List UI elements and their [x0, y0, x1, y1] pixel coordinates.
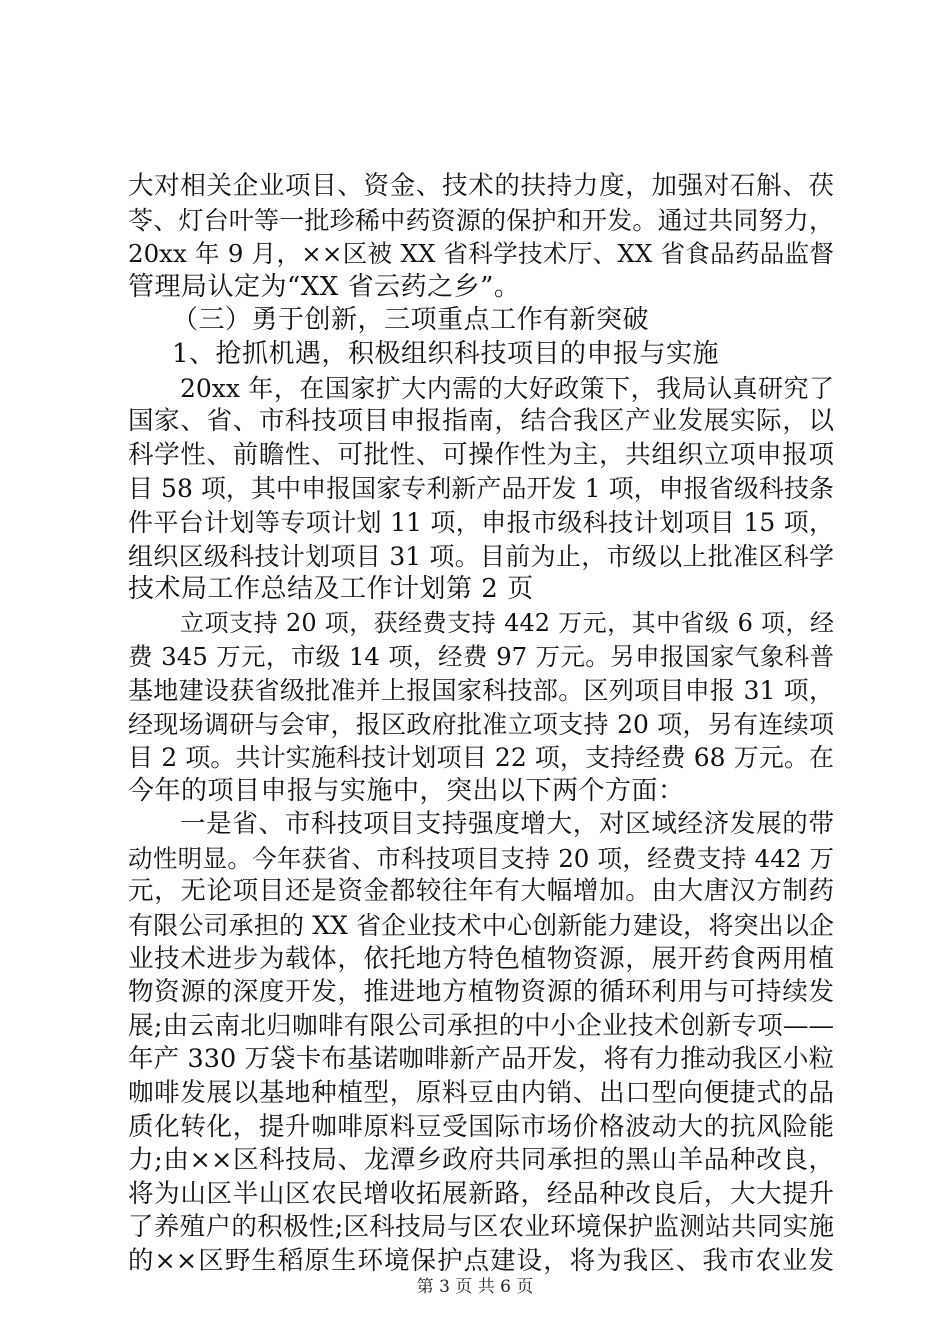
text-line: 大对相关企业项目、资金、技术的扶持力度，加强对石斛、茯 — [128, 171, 834, 201]
text-line: 有限公司承担的 XX 省企业技术中心创新能力建设，将突出以企 — [128, 911, 834, 941]
text-line: 物资源的深度开发，推进地方植物资源的循环利用与可持续发 — [128, 977, 834, 1008]
text-line: 展;由云南北归咖啡有限公司承担的中小企业技术创新专项—— — [128, 1010, 834, 1041]
text-line: 今年的项目申报与实施中，突出以下两个方面： — [128, 775, 685, 806]
section-heading: （三）勇于创新，三项重点工作有新突破 — [172, 305, 650, 336]
text-line: 元，无论项目还是资金都较往年有大幅增加。由大唐汉方制药 — [128, 876, 834, 907]
text-line: 20xx 年 9 月，××区被 XX 省科学技术厅、XX 省食品药品监督 — [128, 239, 834, 269]
text-line: 一是省、市科技项目支持强度增大，对区域经济发展的带 — [180, 809, 834, 840]
text-line: 目 58 项，其中申报国家专利新产品开发 1 项，申报省级科技条 — [128, 474, 834, 504]
text-line: 苓、灯台叶等一批珍稀中药资源的保护和开发。通过共同努力， — [128, 205, 834, 235]
text-line: 目 2 项。共计实施科技计划项目 22 项，支持经费 68 万元。在 — [128, 743, 834, 773]
text-line: 管理局认定为“XX 省云药之乡”。 — [128, 271, 521, 302]
subsection-heading: 1、抢抓机遇，积极组织科技项目的申报与实施 — [172, 338, 720, 369]
text-line: 费 345 万元，市级 14 项，经费 97 万元。另申报国家气象科普 — [128, 642, 834, 672]
text-line: 件平台计划等专项计划 11 项，申报市级科技计划项目 15 项， — [128, 507, 834, 537]
page-footer — [0, 1272, 950, 1297]
text-line: 技术局工作总结及工作计划第 2 页 — [128, 574, 534, 605]
text-line: 咖啡发展以基地种植型，原料豆由内销、出口型向便捷式的品 — [128, 1078, 834, 1109]
text-line: 20xx 年，在国家扩大内需的大好政策下，我局认真研究了 — [180, 373, 834, 403]
text-line: 经现场调研与会审，报区政府批准立项支持 20 项，另有连续项 — [128, 709, 834, 739]
text-line: 将为山区半山区农民增收拓展新路，经品种改良后，大大提升 — [128, 1178, 834, 1209]
page-number-label: 第 3 页 共 6 页 — [416, 1277, 534, 1297]
document-body — [128, 170, 834, 1279]
text-line: 基地建设获省级批准并上报国家科技部。区列项目申报 31 项， — [128, 675, 834, 705]
text-line: 力;由××区科技局、龙潭乡政府共同承担的黑山羊品种改良， — [128, 1145, 834, 1176]
text-line: 质化转化，提升咖啡原料豆受国际市场价格波动大的抗风险能 — [128, 1111, 834, 1142]
text-line: 年产 330 万袋卡布基诺咖啡新产品开发，将有力推动我区小粒 — [128, 1044, 834, 1075]
text-line: 业技术进步为载体，依托地方特色植物资源，展开药食两用植 — [128, 943, 834, 974]
text-line: 立项支持 20 项，获经费支持 442 万元，其中省级 6 项，经 — [180, 608, 834, 637]
text-line: 科学性、前瞻性、可批性、可操作性为主，共组织立项申报项 — [128, 439, 834, 470]
text-line: 的××区野生稻原生环境保护点建设，将为我区、我市农业发 — [128, 1246, 834, 1276]
text-line: 动性明显。今年获省、市科技项目支持 20 项，经费支持 442 万 — [128, 843, 834, 873]
text-line: 国家、省、市科技项目申报指南，结合我区产业发展实际，以 — [128, 406, 834, 437]
text-line: 了养殖户的积极性;区科技局与区农业环境保护监测站共同实施 — [128, 1212, 834, 1243]
text-line: 组织区级科技计划项目 31 项。目前为止，市级以上批准区科学 — [128, 541, 834, 571]
